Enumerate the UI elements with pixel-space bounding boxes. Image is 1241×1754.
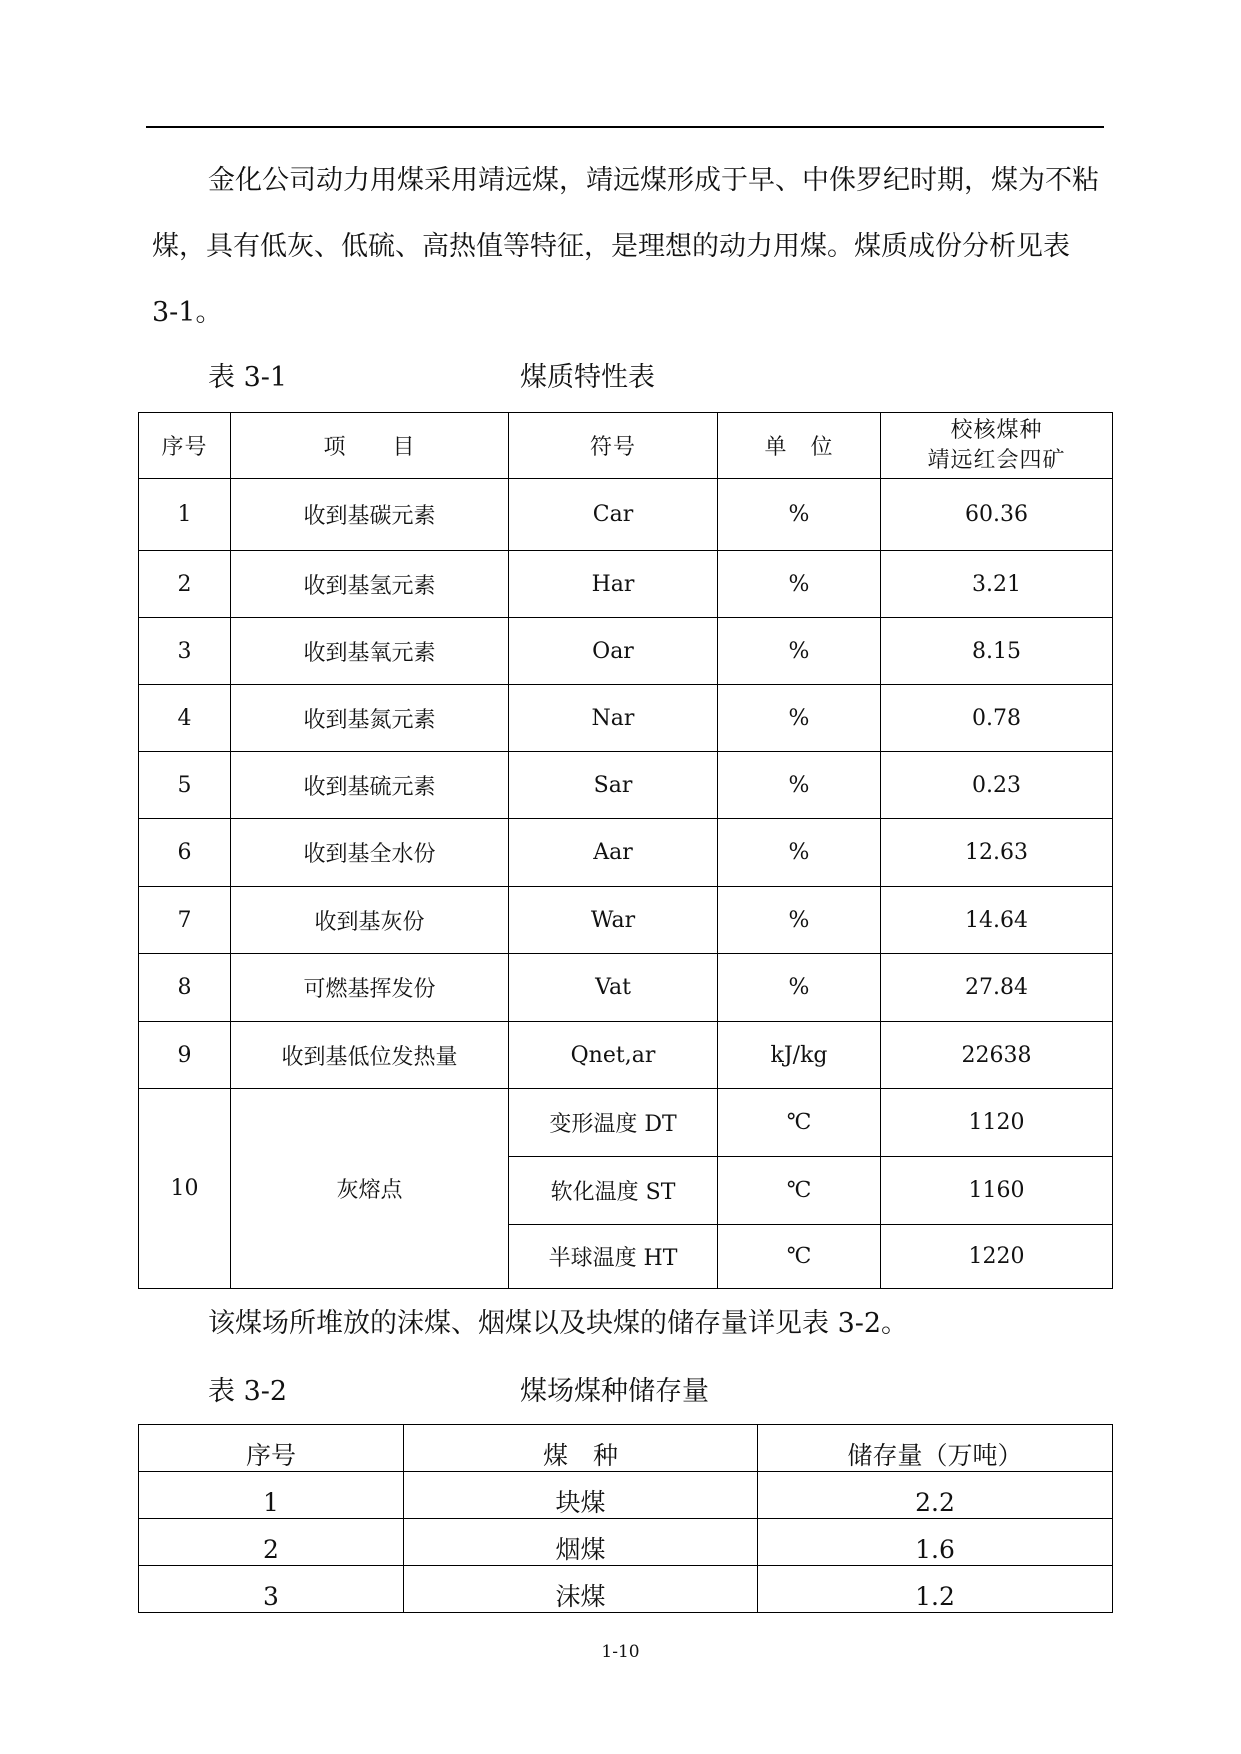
cell-no: 6 bbox=[139, 819, 231, 887]
table-row bbox=[139, 752, 1113, 819]
cell-symbol: Vat bbox=[509, 954, 718, 1022]
cell-item: 收到基氮元素 bbox=[231, 685, 509, 752]
cell-value: 3.21 bbox=[881, 551, 1113, 618]
header-rule bbox=[146, 126, 1104, 128]
cell-item: 灰熔点 bbox=[231, 1089, 509, 1289]
header-coal bbox=[881, 413, 1113, 479]
coal-quality-table bbox=[138, 412, 1113, 1289]
header-type: 煤 种 bbox=[404, 1425, 758, 1472]
header-unit: 单 位 bbox=[718, 413, 881, 479]
coal-quality-body bbox=[139, 479, 1113, 1089]
cell-symbol: War bbox=[509, 887, 718, 954]
table-header-row bbox=[139, 1425, 1113, 1472]
cell-type: 块煤 bbox=[404, 1472, 758, 1519]
cell-symbol: Nar bbox=[509, 685, 718, 752]
cell-symbol: Oar bbox=[509, 618, 718, 685]
cell-value: 14.64 bbox=[881, 887, 1113, 954]
table-row bbox=[139, 954, 1113, 1022]
cell-unit: ℃ bbox=[718, 1157, 881, 1225]
cell-no: 1 bbox=[139, 479, 231, 551]
table-row bbox=[139, 551, 1113, 618]
cell-value: 0.78 bbox=[881, 685, 1113, 752]
cell-value: 1120 bbox=[881, 1089, 1113, 1157]
table-row bbox=[139, 887, 1113, 954]
cell-value: 0.23 bbox=[881, 752, 1113, 819]
cell-item: 收到基碳元素 bbox=[231, 479, 509, 551]
cell-symbol: 软化温度 ST bbox=[509, 1157, 718, 1225]
table-row bbox=[139, 685, 1113, 752]
table-row bbox=[139, 1472, 1113, 1519]
cell-no: 3 bbox=[139, 1566, 404, 1613]
cell-unit: ℃ bbox=[718, 1225, 881, 1289]
cell-value: 22638 bbox=[881, 1022, 1113, 1089]
cell-unit: % bbox=[718, 819, 881, 887]
table-header-row bbox=[139, 413, 1113, 479]
cell-no: 5 bbox=[139, 752, 231, 819]
paragraph-intro bbox=[152, 148, 1102, 346]
cell-symbol: Qnet,ar bbox=[509, 1022, 718, 1089]
cell-symbol: 变形温度 DT bbox=[509, 1089, 718, 1157]
cell-amount: 1.6 bbox=[758, 1519, 1113, 1566]
cell-value: 8.15 bbox=[881, 618, 1113, 685]
header-amount: 储存量（万吨） bbox=[758, 1425, 1113, 1472]
cell-item: 收到基全水份 bbox=[231, 819, 509, 887]
table-row bbox=[139, 1022, 1113, 1089]
table-3-1-caption bbox=[152, 358, 1102, 398]
cell-item: 收到基灰份 bbox=[231, 887, 509, 954]
cell-value: 1220 bbox=[881, 1225, 1113, 1289]
cell-unit: % bbox=[718, 752, 881, 819]
cell-type: 沫煤 bbox=[404, 1566, 758, 1613]
cell-symbol: Sar bbox=[509, 752, 718, 819]
table-3-1-number: 表 3-1 bbox=[208, 362, 288, 393]
table-row bbox=[139, 1566, 1113, 1613]
cell-symbol: Har bbox=[509, 551, 718, 618]
cell-unit: % bbox=[718, 954, 881, 1022]
table-row bbox=[139, 618, 1113, 685]
table-row-ash-fusion bbox=[139, 1089, 1113, 1157]
paragraph-storage-text: 该煤场所堆放的沫煤、烟煤以及块煤的储存量详见表 3-2。 bbox=[208, 1308, 909, 1339]
cell-no: 10 bbox=[139, 1089, 231, 1289]
cell-value: 60.36 bbox=[881, 479, 1113, 551]
cell-no: 4 bbox=[139, 685, 231, 752]
cell-no: 9 bbox=[139, 1022, 231, 1089]
cell-no: 7 bbox=[139, 887, 231, 954]
cell-unit: ℃ bbox=[718, 1089, 881, 1157]
header-coal-line2: 靖远红会四矿 bbox=[927, 447, 1066, 473]
table-row bbox=[139, 479, 1113, 551]
cell-amount: 2.2 bbox=[758, 1472, 1113, 1519]
cell-unit: % bbox=[718, 479, 881, 551]
cell-type: 烟煤 bbox=[404, 1519, 758, 1566]
coal-storage-body bbox=[139, 1472, 1113, 1613]
cell-unit: kJ/kg bbox=[718, 1022, 881, 1089]
table-3-2-number: 表 3-2 bbox=[208, 1376, 288, 1407]
header-symbol: 符号 bbox=[509, 413, 718, 479]
cell-unit: % bbox=[718, 551, 881, 618]
cell-symbol: 半球温度 HT bbox=[509, 1225, 718, 1289]
page-number: 1-10 bbox=[601, 1642, 640, 1662]
cell-value: 27.84 bbox=[881, 954, 1113, 1022]
cell-item: 收到基氧元素 bbox=[231, 618, 509, 685]
cell-amount: 1.2 bbox=[758, 1566, 1113, 1613]
header-item: 项 目 bbox=[231, 413, 509, 479]
cell-item: 收到基氢元素 bbox=[231, 551, 509, 618]
table-3-2-title: 煤场煤种储存量 bbox=[520, 1376, 709, 1407]
cell-value: 1160 bbox=[881, 1157, 1113, 1225]
cell-value: 12.63 bbox=[881, 819, 1113, 887]
cell-unit: % bbox=[718, 685, 881, 752]
cell-item: 可燃基挥发份 bbox=[231, 954, 509, 1022]
cell-no: 2 bbox=[139, 551, 231, 618]
header-index: 序号 bbox=[139, 1425, 404, 1472]
cell-symbol: Aar bbox=[509, 819, 718, 887]
cell-no: 8 bbox=[139, 954, 231, 1022]
coal-storage-table bbox=[138, 1424, 1113, 1613]
table-3-1-title: 煤质特性表 bbox=[520, 362, 655, 393]
cell-no: 2 bbox=[139, 1519, 404, 1566]
cell-symbol: Car bbox=[509, 479, 718, 551]
header-index: 序号 bbox=[139, 413, 231, 479]
cell-no: 1 bbox=[139, 1472, 404, 1519]
cell-unit: % bbox=[718, 887, 881, 954]
table-3-2-caption bbox=[152, 1372, 1102, 1412]
header-coal-line1: 校核煤种 bbox=[950, 417, 1043, 443]
table-row bbox=[139, 819, 1113, 887]
paragraph-intro-text: 金化公司动力用煤采用靖远煤，靖远煤形成于早、中侏罗纪时期，煤为不粘煤，具有低灰、低硫、高热值等特征，是理想的动力用煤。煤质成份分析见表 3-1。 bbox=[152, 165, 1099, 328]
cell-no: 3 bbox=[139, 618, 231, 685]
paragraph-storage bbox=[152, 1292, 1102, 1356]
cell-item: 收到基硫元素 bbox=[231, 752, 509, 819]
table-row bbox=[139, 1519, 1113, 1566]
cell-unit: % bbox=[718, 618, 881, 685]
cell-item: 收到基低位发热量 bbox=[231, 1022, 509, 1089]
